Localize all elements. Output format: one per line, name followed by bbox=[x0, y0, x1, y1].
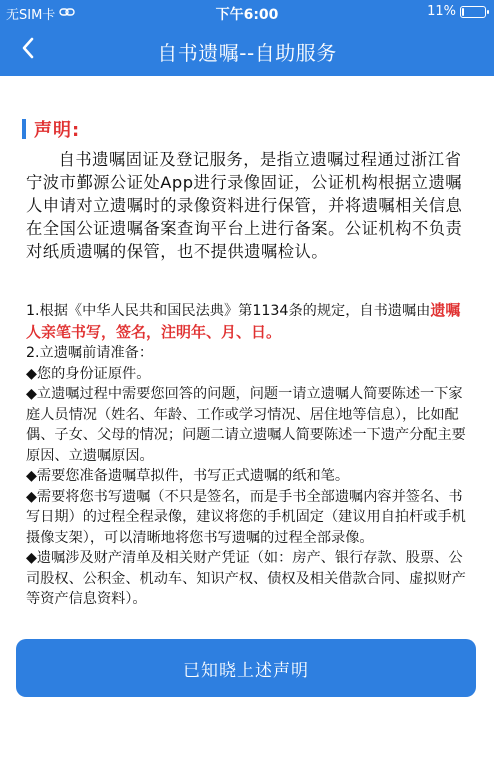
carrier-label: 无SIM卡 bbox=[6, 8, 56, 23]
declaration-heading: 声明: bbox=[34, 120, 81, 141]
bullet-draft: ◆需要您准备遗嘱草拟件，书写正式遗嘱的纸和笔。 bbox=[26, 468, 350, 484]
battery-percent: 11% bbox=[427, 4, 456, 19]
item-1 bbox=[26, 300, 466, 343]
battery-icon bbox=[460, 6, 486, 18]
item-1-highlight: 遗嘱人亲笔书写，签名，注明年、月、日。 bbox=[26, 301, 461, 341]
item-1-text: 1.根据《中华人民共和国民法典》第1134条的规定，自书遗嘱由 bbox=[26, 303, 431, 319]
section-accent-bar bbox=[22, 119, 26, 139]
acknowledge-button[interactable]: 已知晓上述声明 bbox=[16, 639, 476, 697]
status-bar bbox=[0, 0, 494, 24]
status-right bbox=[427, 4, 486, 19]
bullet-id-card: ◆您的身份证原件。 bbox=[26, 365, 151, 382]
declaration-header bbox=[22, 116, 80, 142]
bullet-assets: ◆遗嘱涉及财产清单及相关财产凭证（如：房产、银行存款、股票、公司股权、公积金、机动车、知识产权、债权及相关借款合同、虚拟财产等资产信息资料）。 bbox=[26, 550, 466, 607]
declaration-intro: 自书遗嘱固证及登记服务，是指立遗嘱过程通过浙江省宁波市鄞源公证处App进行录像固证，公证机构根据立遗嘱人申请对立遗嘱时的录像资料进行保管，并将遗嘱相关信息在全国公证遗嘱备案查询平台上进行备案。公证机构不负责对纸质遗嘱的保管，也不提供遗嘱检认。 bbox=[26, 150, 463, 261]
page-title: 自书遗嘱--自助服务 bbox=[157, 41, 337, 65]
bullet-questions: ◆立遗嘱过程中需要您回答的问题，问题一请立遗嘱人简要陈述一下家庭人员情况（姓名、年龄、工作或学习情况、居住地等信息），比如配偶、子女、父母的情况；问题二请立遗嘱人简要陈述一下遗产分配主要原因、立遗嘱原因。 bbox=[26, 386, 466, 464]
battery-level bbox=[462, 8, 464, 16]
bullet-recording: ◆需要将您书写遗嘱（不只是签名，而是手书全部遗嘱内容并签名、书写日期）的过程全程录像，建议将您的手机固定（建议用自拍杆或手机摄像支架），可以清晰地将您书写遗嘱的过程全部录像。 bbox=[26, 488, 466, 546]
status-time: 下午6:00 bbox=[215, 7, 279, 23]
declaration-details bbox=[26, 300, 466, 610]
item-2-title: 2.立遗嘱前请准备： bbox=[26, 345, 154, 361]
main-content bbox=[0, 76, 494, 775]
nav-bar bbox=[0, 24, 494, 76]
